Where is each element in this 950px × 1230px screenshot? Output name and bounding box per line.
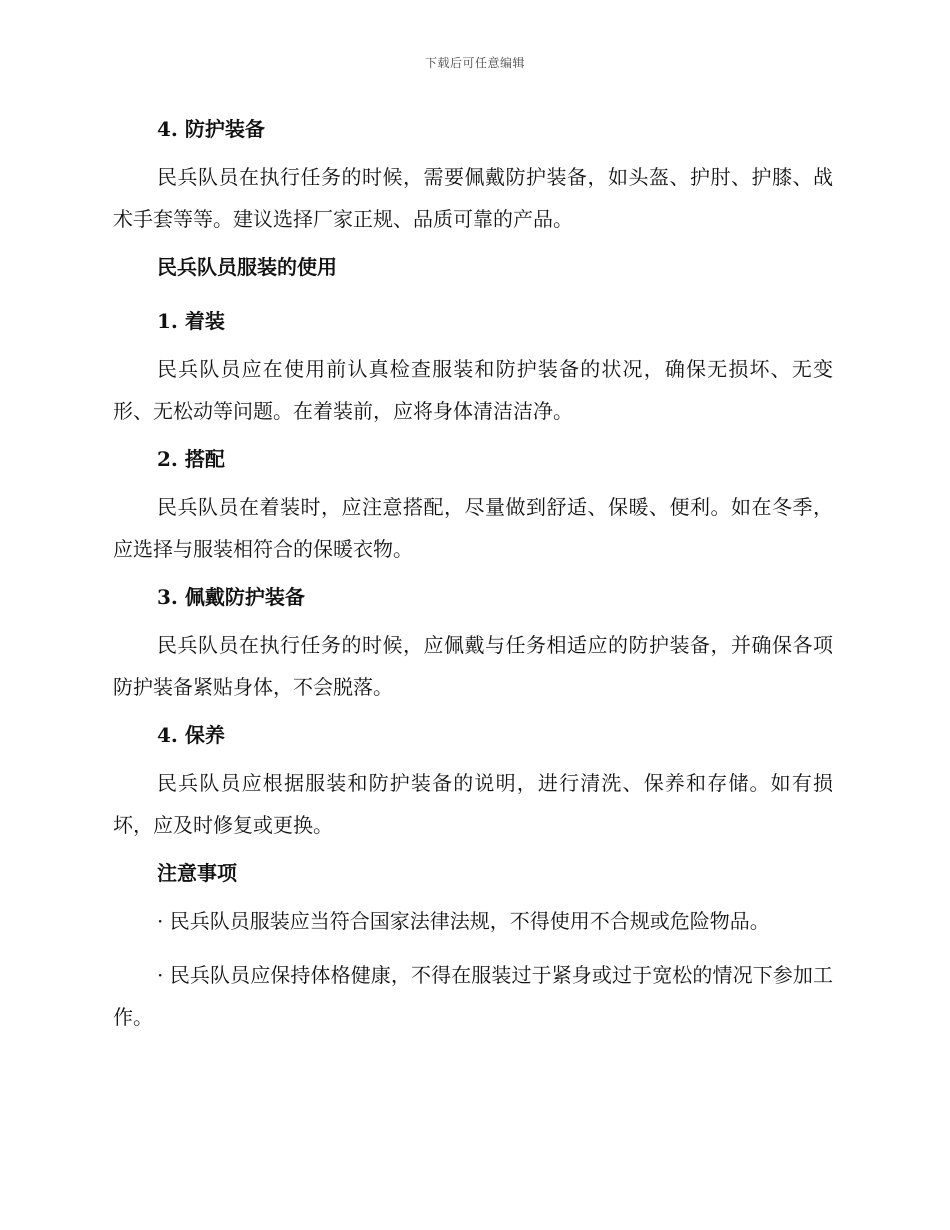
document-body — [113, 114, 833, 1038]
bullet-item: · 民兵队员服装应当符合国家法律法规，不得使用不合规或危险物品。 — [157, 909, 770, 933]
section-heading-notes: 注意事项 — [157, 861, 237, 885]
heading-matching: 2. 搭配 — [157, 447, 225, 471]
heading-maintenance: 4. 保养 — [157, 723, 225, 747]
section-heading-usage: 民兵队员服装的使用 — [157, 255, 337, 279]
bullet-item: · 民兵队员应保持体格健康，不得在服装过于紧身或过于宽松的情况下参加工作。 — [113, 963, 833, 1029]
page-header: 下载后可任意编辑 — [424, 56, 525, 70]
heading-wearing-protective-gear: 3. 佩戴防护装备 — [157, 585, 305, 609]
paragraph-dressing: 民兵队员应在使用前认真检查服装和防护装备的状况，确保无损坏、无变形、无松动等问题。在着装前，应将身体清洁洁净。 — [113, 357, 833, 423]
heading-dressing: 1. 着装 — [157, 309, 225, 333]
paragraph-maintenance: 民兵队员应根据服装和防护装备的说明，进行清洗、保养和存储。如有损坏，应及时修复或更换。 — [113, 771, 833, 837]
paragraph-wearing-protective-gear: 民兵队员在执行任务的时候，应佩戴与任务相适应的防护装备，并确保各项防护装备紧贴身体，不会脱落。 — [113, 633, 833, 699]
paragraph-matching: 民兵队员在着装时，应注意搭配，尽量做到舒适、保暖、便利。如在冬季，应选择与服装相符合的保暖衣物。 — [113, 495, 833, 561]
paragraph-protective-gear: 民兵队员在执行任务的时候，需要佩戴防护装备，如头盔、护肘、护膝、战术手套等等。建议选择厂家正规、品质可靠的产品。 — [113, 165, 833, 231]
heading-protective-gear: 4. 防护装备 — [157, 117, 265, 141]
